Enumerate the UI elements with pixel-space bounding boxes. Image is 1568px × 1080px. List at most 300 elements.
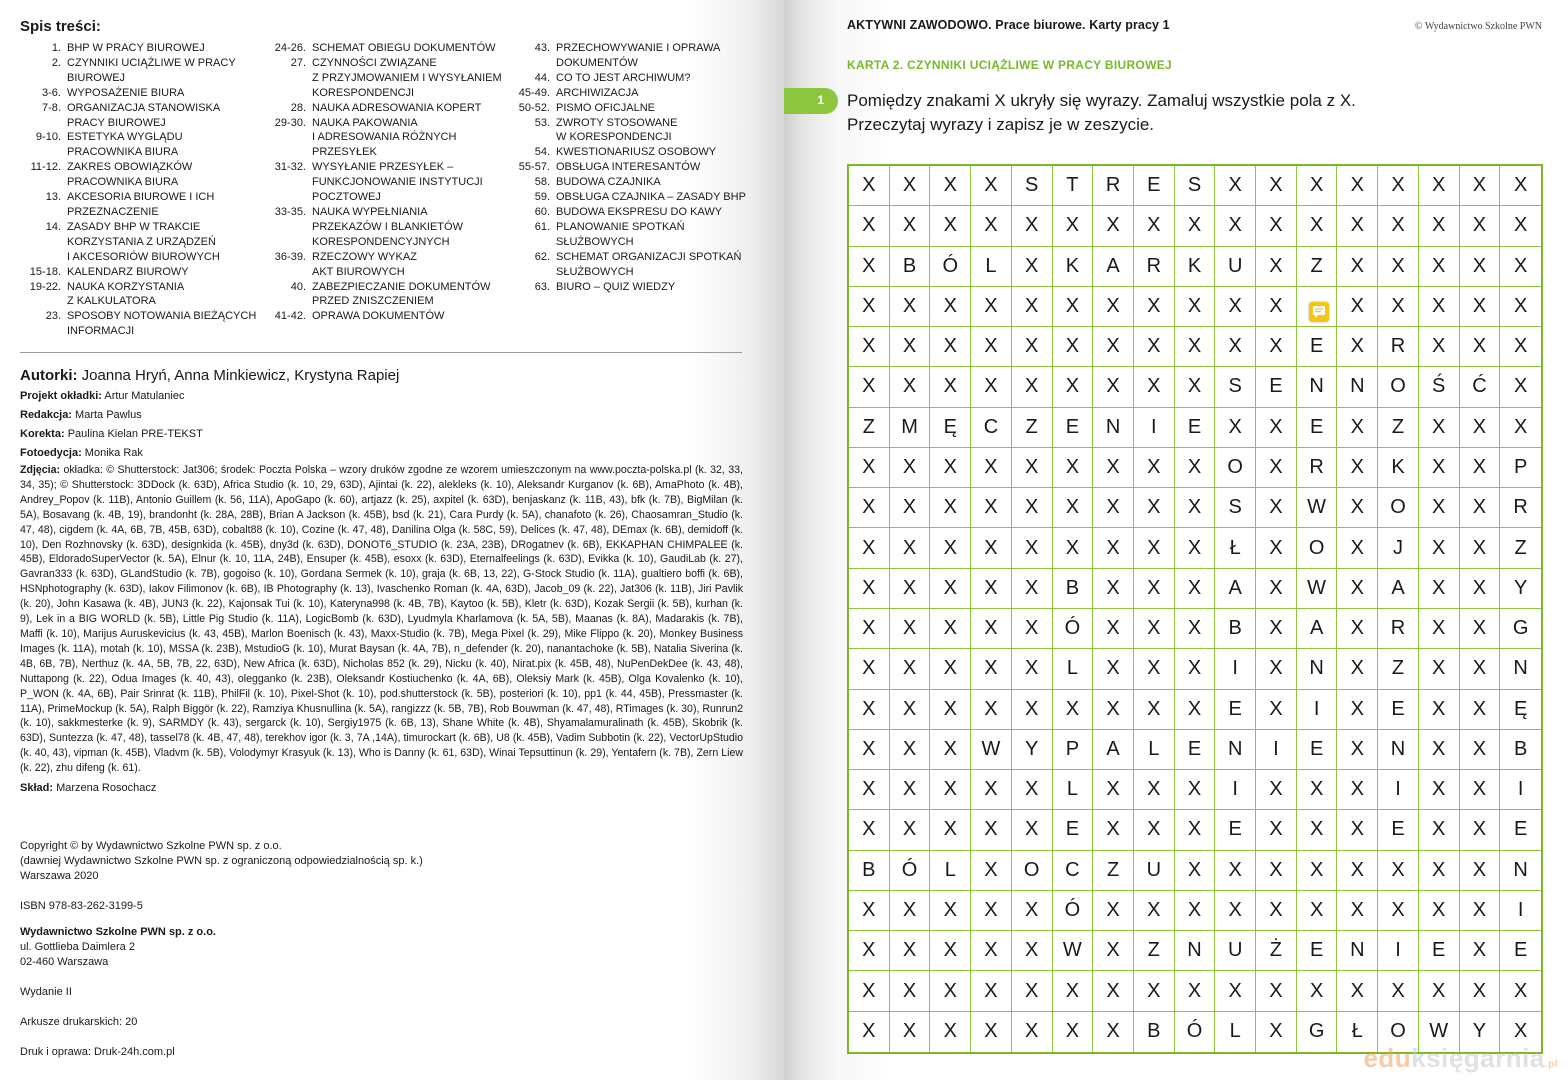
grid-cell[interactable]: X bbox=[1378, 166, 1419, 206]
grid-cell[interactable]: X bbox=[890, 287, 931, 327]
grid-cell[interactable]: X bbox=[849, 971, 890, 1011]
grid-cell[interactable]: X bbox=[930, 1012, 971, 1052]
grid-cell[interactable]: X bbox=[1175, 569, 1216, 609]
grid-cell[interactable]: X bbox=[1419, 448, 1460, 488]
grid-cell[interactable]: I bbox=[1256, 730, 1297, 770]
grid-cell[interactable]: X bbox=[1012, 770, 1053, 810]
grid-cell[interactable]: U bbox=[1134, 851, 1175, 891]
grid-cell[interactable]: X bbox=[1460, 327, 1501, 367]
grid-cell[interactable]: X bbox=[1337, 247, 1378, 287]
grid-cell[interactable]: X bbox=[1297, 810, 1338, 850]
grid-cell[interactable]: X bbox=[1419, 609, 1460, 649]
grid-cell[interactable]: X bbox=[1460, 206, 1501, 246]
grid-cell[interactable]: X bbox=[1419, 851, 1460, 891]
grid-cell[interactable]: X bbox=[930, 206, 971, 246]
grid-cell[interactable]: X bbox=[890, 1012, 931, 1052]
grid-cell[interactable]: Ę bbox=[1500, 690, 1541, 730]
grid-cell[interactable]: X bbox=[890, 690, 931, 730]
grid-cell[interactable]: X bbox=[849, 1012, 890, 1052]
grid-cell[interactable]: X bbox=[971, 287, 1012, 327]
grid-cell[interactable]: X bbox=[1093, 287, 1134, 327]
grid-cell[interactable]: X bbox=[971, 931, 1012, 971]
grid-cell[interactable]: E bbox=[1053, 810, 1094, 850]
grid-cell[interactable]: X bbox=[1256, 408, 1297, 448]
grid-cell[interactable]: E bbox=[1175, 408, 1216, 448]
grid-cell[interactable]: X bbox=[930, 327, 971, 367]
grid-cell[interactable]: X bbox=[1500, 327, 1541, 367]
grid-cell[interactable]: X bbox=[930, 569, 971, 609]
grid-cell[interactable]: X bbox=[971, 448, 1012, 488]
grid-cell[interactable]: X bbox=[1134, 649, 1175, 689]
grid-cell[interactable]: X bbox=[1460, 408, 1501, 448]
grid-cell[interactable]: X bbox=[1460, 287, 1501, 327]
grid-cell[interactable]: X bbox=[849, 327, 890, 367]
grid-cell[interactable]: Ó bbox=[1175, 1012, 1216, 1052]
grid-cell[interactable]: X bbox=[890, 810, 931, 850]
grid-cell[interactable]: X bbox=[1215, 166, 1256, 206]
grid-cell[interactable]: X bbox=[1419, 810, 1460, 850]
grid-cell[interactable]: E bbox=[1256, 367, 1297, 407]
grid-cell[interactable]: X bbox=[1053, 1012, 1094, 1052]
grid-cell[interactable]: X bbox=[1256, 528, 1297, 568]
grid-cell[interactable]: X bbox=[1378, 891, 1419, 931]
grid-cell[interactable]: X bbox=[1337, 770, 1378, 810]
grid-cell[interactable]: S bbox=[1215, 488, 1256, 528]
grid-cell[interactable]: X bbox=[849, 569, 890, 609]
grid-cell[interactable]: X bbox=[930, 367, 971, 407]
grid-cell[interactable]: O bbox=[1378, 488, 1419, 528]
grid-cell[interactable]: U bbox=[1215, 247, 1256, 287]
grid-cell[interactable]: X bbox=[1337, 730, 1378, 770]
grid-cell[interactable]: X bbox=[1175, 690, 1216, 730]
grid-cell[interactable]: G bbox=[1297, 1012, 1338, 1052]
grid-cell[interactable]: X bbox=[1256, 1012, 1297, 1052]
grid-cell[interactable]: X bbox=[1337, 327, 1378, 367]
grid-cell[interactable]: X bbox=[1419, 166, 1460, 206]
grid-cell[interactable]: N bbox=[1297, 367, 1338, 407]
grid-cell[interactable]: Ż bbox=[1256, 931, 1297, 971]
grid-cell[interactable]: X bbox=[890, 971, 931, 1011]
grid-cell[interactable]: X bbox=[1297, 166, 1338, 206]
grid-cell[interactable]: A bbox=[1378, 569, 1419, 609]
grid-cell[interactable]: X bbox=[971, 609, 1012, 649]
grid-cell[interactable]: X bbox=[890, 327, 931, 367]
grid-cell[interactable]: Z bbox=[1297, 247, 1338, 287]
grid-cell[interactable]: X bbox=[1337, 206, 1378, 246]
grid-cell[interactable]: X bbox=[930, 287, 971, 327]
grid-cell[interactable]: X bbox=[1337, 851, 1378, 891]
grid-cell[interactable]: X bbox=[1093, 649, 1134, 689]
grid-cell[interactable]: X bbox=[1012, 649, 1053, 689]
grid-cell[interactable]: X bbox=[849, 488, 890, 528]
grid-cell[interactable]: X bbox=[1012, 690, 1053, 730]
grid-cell[interactable]: X bbox=[849, 770, 890, 810]
grid-cell[interactable]: I bbox=[1134, 408, 1175, 448]
grid-cell[interactable]: X bbox=[1134, 287, 1175, 327]
grid-cell[interactable]: X bbox=[849, 247, 890, 287]
grid-cell[interactable]: T bbox=[1053, 166, 1094, 206]
grid-cell[interactable]: X bbox=[1256, 166, 1297, 206]
grid-cell[interactable]: X bbox=[1297, 206, 1338, 246]
grid-cell[interactable]: X bbox=[890, 931, 931, 971]
grid-cell[interactable]: A bbox=[1215, 569, 1256, 609]
grid-cell[interactable]: X bbox=[1419, 770, 1460, 810]
grid-cell[interactable]: X bbox=[1175, 367, 1216, 407]
grid-cell[interactable]: J bbox=[1378, 528, 1419, 568]
grid-cell[interactable]: K bbox=[1175, 247, 1216, 287]
grid-cell[interactable]: X bbox=[1256, 770, 1297, 810]
grid-cell[interactable]: N bbox=[1093, 408, 1134, 448]
grid-cell[interactable]: X bbox=[1012, 367, 1053, 407]
grid-cell[interactable]: X bbox=[930, 891, 971, 931]
grid-cell[interactable]: X bbox=[1175, 528, 1216, 568]
grid-cell[interactable]: A bbox=[1297, 609, 1338, 649]
grid-cell[interactable]: X bbox=[1134, 327, 1175, 367]
grid-cell[interactable]: X bbox=[849, 891, 890, 931]
grid-cell[interactable]: X bbox=[1419, 528, 1460, 568]
grid-cell[interactable]: X bbox=[1460, 891, 1501, 931]
grid-cell[interactable]: X bbox=[1012, 206, 1053, 246]
grid-cell[interactable]: E bbox=[1378, 810, 1419, 850]
grid-cell[interactable]: X bbox=[1134, 971, 1175, 1011]
grid-cell[interactable]: E bbox=[1053, 408, 1094, 448]
grid-cell[interactable]: X bbox=[1175, 851, 1216, 891]
grid-cell[interactable]: N bbox=[1378, 730, 1419, 770]
grid-cell[interactable]: X bbox=[1134, 770, 1175, 810]
grid-cell[interactable]: X bbox=[1337, 971, 1378, 1011]
grid-cell[interactable]: X bbox=[1337, 488, 1378, 528]
grid-cell[interactable]: R bbox=[1297, 448, 1338, 488]
grid-cell[interactable]: X bbox=[1337, 690, 1378, 730]
grid-cell[interactable]: X bbox=[1337, 649, 1378, 689]
grid-cell[interactable]: R bbox=[1093, 166, 1134, 206]
grid-cell[interactable]: X bbox=[1378, 287, 1419, 327]
grid-cell[interactable]: X bbox=[1012, 327, 1053, 367]
grid-cell[interactable]: X bbox=[1500, 247, 1541, 287]
grid-cell[interactable]: X bbox=[1134, 448, 1175, 488]
grid-cell[interactable]: X bbox=[1419, 569, 1460, 609]
grid-cell[interactable]: A bbox=[1093, 730, 1134, 770]
grid-cell[interactable]: L bbox=[1134, 730, 1175, 770]
grid-cell[interactable]: S bbox=[1175, 166, 1216, 206]
grid-cell[interactable]: X bbox=[1419, 891, 1460, 931]
grid-cell[interactable]: X bbox=[1337, 528, 1378, 568]
grid-cell[interactable]: X bbox=[1460, 448, 1501, 488]
grid-cell[interactable]: X bbox=[1378, 206, 1419, 246]
grid-cell[interactable]: X bbox=[1053, 488, 1094, 528]
grid-cell[interactable]: X bbox=[1175, 609, 1216, 649]
grid-cell[interactable]: X bbox=[1093, 367, 1134, 407]
grid-cell[interactable]: Ó bbox=[1053, 891, 1094, 931]
grid-cell[interactable]: X bbox=[849, 287, 890, 327]
grid-cell[interactable]: X bbox=[1215, 206, 1256, 246]
grid-cell[interactable]: Y bbox=[1460, 1012, 1501, 1052]
grid-cell[interactable]: N bbox=[1500, 649, 1541, 689]
grid-cell[interactable]: N bbox=[1215, 730, 1256, 770]
grid-cell[interactable]: X bbox=[1378, 247, 1419, 287]
grid-cell[interactable]: X bbox=[849, 528, 890, 568]
grid-cell[interactable]: X bbox=[930, 730, 971, 770]
grid-cell[interactable]: X bbox=[1175, 770, 1216, 810]
grid-cell[interactable]: O bbox=[1012, 851, 1053, 891]
grid-cell[interactable]: Y bbox=[1500, 569, 1541, 609]
grid-cell[interactable]: X bbox=[849, 690, 890, 730]
grid-cell[interactable]: X bbox=[1460, 690, 1501, 730]
grid-cell[interactable]: X bbox=[1012, 931, 1053, 971]
grid-cell[interactable]: X bbox=[1134, 367, 1175, 407]
grid-cell[interactable]: R bbox=[1378, 609, 1419, 649]
grid-cell[interactable]: Ó bbox=[1053, 609, 1094, 649]
grid-cell[interactable]: X bbox=[1378, 851, 1419, 891]
grid-cell[interactable]: X bbox=[1460, 649, 1501, 689]
grid-cell[interactable]: X bbox=[1419, 247, 1460, 287]
grid-cell[interactable]: W bbox=[1297, 488, 1338, 528]
grid-cell[interactable]: X bbox=[1093, 609, 1134, 649]
grid-cell[interactable]: X bbox=[1256, 690, 1297, 730]
grid-cell[interactable]: X bbox=[1419, 649, 1460, 689]
grid-cell[interactable]: X bbox=[890, 770, 931, 810]
grid-cell[interactable]: X bbox=[1175, 448, 1216, 488]
grid-cell[interactable]: X bbox=[930, 609, 971, 649]
grid-cell[interactable]: X bbox=[971, 851, 1012, 891]
grid-cell[interactable]: Z bbox=[849, 408, 890, 448]
grid-cell[interactable]: X bbox=[1012, 609, 1053, 649]
grid-cell[interactable]: E bbox=[1297, 327, 1338, 367]
grid-cell[interactable]: E bbox=[1500, 810, 1541, 850]
grid-cell[interactable]: X bbox=[1134, 528, 1175, 568]
grid-cell[interactable]: B bbox=[890, 247, 931, 287]
grid-cell[interactable]: X bbox=[1053, 327, 1094, 367]
grid-cell[interactable]: X bbox=[1419, 971, 1460, 1011]
grid-cell[interactable]: X bbox=[1093, 569, 1134, 609]
grid-cell[interactable]: X bbox=[1175, 810, 1216, 850]
grid-cell[interactable]: X bbox=[1256, 569, 1297, 609]
grid-cell[interactable]: X bbox=[890, 166, 931, 206]
grid-cell[interactable]: X bbox=[849, 367, 890, 407]
grid-cell[interactable]: X bbox=[930, 770, 971, 810]
grid-cell[interactable]: X bbox=[1134, 609, 1175, 649]
grid-cell[interactable]: X bbox=[930, 649, 971, 689]
grid-cell[interactable]: Ó bbox=[890, 851, 931, 891]
grid-cell[interactable]: X bbox=[1256, 609, 1297, 649]
grid-cell[interactable]: X bbox=[1012, 488, 1053, 528]
grid-cell[interactable]: X bbox=[971, 206, 1012, 246]
grid-cell[interactable]: C bbox=[1053, 851, 1094, 891]
grid-cell[interactable]: L bbox=[1215, 1012, 1256, 1052]
grid-cell[interactable]: X bbox=[1215, 287, 1256, 327]
grid-cell[interactable]: X bbox=[1215, 971, 1256, 1011]
grid-cell[interactable]: X bbox=[1500, 408, 1541, 448]
grid-cell[interactable]: X bbox=[1256, 851, 1297, 891]
grid-cell[interactable]: X bbox=[930, 448, 971, 488]
grid-cell[interactable]: X bbox=[1460, 166, 1501, 206]
grid-cell[interactable]: X bbox=[890, 649, 931, 689]
grid-cell[interactable]: X bbox=[1093, 1012, 1134, 1052]
grid-cell[interactable]: Ł bbox=[1337, 1012, 1378, 1052]
grid-cell[interactable]: X bbox=[1256, 327, 1297, 367]
grid-cell[interactable]: X bbox=[1500, 971, 1541, 1011]
grid-cell[interactable]: X bbox=[1337, 166, 1378, 206]
grid-cell[interactable]: X bbox=[1093, 488, 1134, 528]
grid-cell[interactable]: X bbox=[890, 448, 931, 488]
grid-cell[interactable]: X bbox=[971, 528, 1012, 568]
grid-cell[interactable]: L bbox=[1053, 649, 1094, 689]
grid-cell[interactable]: X bbox=[849, 206, 890, 246]
grid-cell[interactable]: X bbox=[930, 166, 971, 206]
grid-cell[interactable]: X bbox=[1012, 448, 1053, 488]
grid-cell[interactable]: X bbox=[1460, 528, 1501, 568]
grid-cell[interactable]: W bbox=[1297, 569, 1338, 609]
grid-cell[interactable]: M bbox=[890, 408, 931, 448]
grid-cell[interactable]: N bbox=[1175, 931, 1216, 971]
grid-cell[interactable]: X bbox=[1337, 810, 1378, 850]
grid-cell[interactable]: B bbox=[1500, 730, 1541, 770]
grid-cell[interactable]: X bbox=[1175, 206, 1216, 246]
grid-cell[interactable]: X bbox=[890, 488, 931, 528]
grid-cell[interactable]: X bbox=[971, 971, 1012, 1011]
grid-cell[interactable]: W bbox=[1419, 1012, 1460, 1052]
grid-cell[interactable]: S bbox=[1215, 367, 1256, 407]
grid-cell[interactable]: O bbox=[1378, 1012, 1419, 1052]
grid-cell[interactable]: Z bbox=[1012, 408, 1053, 448]
grid-cell[interactable]: X bbox=[890, 569, 931, 609]
grid-cell[interactable]: R bbox=[1378, 327, 1419, 367]
grid-cell[interactable]: X bbox=[1297, 971, 1338, 1011]
grid-cell[interactable]: B bbox=[1053, 569, 1094, 609]
grid-cell[interactable]: E bbox=[1134, 166, 1175, 206]
grid-cell[interactable]: X bbox=[930, 690, 971, 730]
grid-cell[interactable]: X bbox=[1134, 206, 1175, 246]
grid-cell[interactable]: X bbox=[1093, 206, 1134, 246]
grid-cell[interactable]: X bbox=[849, 810, 890, 850]
grid-cell[interactable]: Ó bbox=[930, 247, 971, 287]
grid-cell[interactable]: X bbox=[1419, 287, 1460, 327]
grid-cell[interactable]: E bbox=[1378, 690, 1419, 730]
grid-cell[interactable]: E bbox=[1297, 408, 1338, 448]
grid-cell[interactable]: X bbox=[1012, 810, 1053, 850]
grid-cell[interactable]: L bbox=[930, 851, 971, 891]
grid-cell[interactable]: I bbox=[1378, 770, 1419, 810]
grid-cell[interactable]: X bbox=[1175, 971, 1216, 1011]
grid-cell[interactable]: X bbox=[1500, 206, 1541, 246]
grid-cell[interactable]: Z bbox=[1378, 649, 1419, 689]
grid-cell[interactable]: U bbox=[1215, 931, 1256, 971]
grid-cell[interactable]: X bbox=[1012, 971, 1053, 1011]
grid-cell[interactable]: X bbox=[1053, 448, 1094, 488]
grid-cell[interactable]: N bbox=[1337, 931, 1378, 971]
grid-cell[interactable]: S bbox=[1012, 166, 1053, 206]
grid-cell[interactable]: X bbox=[1419, 408, 1460, 448]
grid-cell[interactable]: Z bbox=[1134, 931, 1175, 971]
grid-cell[interactable]: X bbox=[1175, 488, 1216, 528]
grid-cell[interactable]: X bbox=[1134, 810, 1175, 850]
grid-cell[interactable]: G bbox=[1500, 609, 1541, 649]
grid-cell[interactable]: X bbox=[890, 730, 931, 770]
grid-cell[interactable]: X bbox=[1460, 730, 1501, 770]
grid-cell[interactable]: X bbox=[1053, 206, 1094, 246]
grid-cell[interactable]: K bbox=[1053, 247, 1094, 287]
grid-cell[interactable]: I bbox=[1297, 690, 1338, 730]
grid-cell[interactable]: X bbox=[890, 891, 931, 931]
grid-cell[interactable]: X bbox=[1419, 327, 1460, 367]
grid-cell[interactable]: X bbox=[1256, 891, 1297, 931]
grid-cell[interactable]: X bbox=[971, 166, 1012, 206]
grid-cell[interactable]: X bbox=[1256, 206, 1297, 246]
grid-cell[interactable]: X bbox=[1297, 851, 1338, 891]
grid-cell[interactable]: X bbox=[890, 367, 931, 407]
grid-cell[interactable]: X bbox=[1460, 247, 1501, 287]
grid-cell[interactable]: E bbox=[1419, 931, 1460, 971]
grid-cell[interactable]: X bbox=[1175, 649, 1216, 689]
grid-cell[interactable]: B bbox=[1134, 1012, 1175, 1052]
grid-cell[interactable]: X bbox=[971, 327, 1012, 367]
grid-cell[interactable]: X bbox=[1419, 730, 1460, 770]
grid-cell[interactable]: I bbox=[1500, 891, 1541, 931]
grid-cell[interactable]: X bbox=[1460, 770, 1501, 810]
grid-cell[interactable]: X bbox=[849, 166, 890, 206]
grid-cell[interactable]: E bbox=[1215, 810, 1256, 850]
grid-cell[interactable]: X bbox=[849, 649, 890, 689]
grid-cell[interactable]: X bbox=[1256, 247, 1297, 287]
grid-cell[interactable]: X bbox=[1460, 931, 1501, 971]
grid-cell[interactable]: O bbox=[1297, 528, 1338, 568]
grid-cell[interactable]: X bbox=[1134, 569, 1175, 609]
grid-cell[interactable]: R bbox=[1500, 488, 1541, 528]
comment-icon[interactable] bbox=[1309, 302, 1329, 322]
grid-cell[interactable]: X bbox=[1053, 528, 1094, 568]
grid-cell[interactable]: X bbox=[1337, 287, 1378, 327]
grid-cell[interactable]: X bbox=[971, 810, 1012, 850]
grid-cell[interactable]: X bbox=[1297, 770, 1338, 810]
grid-cell[interactable]: Ę bbox=[930, 408, 971, 448]
grid-cell[interactable]: X bbox=[1256, 971, 1297, 1011]
grid-cell[interactable]: X bbox=[1134, 891, 1175, 931]
grid-cell[interactable]: X bbox=[1012, 528, 1053, 568]
grid-cell[interactable]: X bbox=[1175, 327, 1216, 367]
grid-cell[interactable]: X bbox=[849, 448, 890, 488]
grid-cell[interactable]: X bbox=[1337, 408, 1378, 448]
grid-cell[interactable]: X bbox=[971, 488, 1012, 528]
grid-cell[interactable]: X bbox=[971, 770, 1012, 810]
grid-cell[interactable]: X bbox=[1012, 247, 1053, 287]
grid-cell[interactable]: X bbox=[1460, 810, 1501, 850]
grid-cell[interactable]: X bbox=[1419, 206, 1460, 246]
grid-cell[interactable]: Ł bbox=[1215, 528, 1256, 568]
grid-cell[interactable]: X bbox=[1093, 528, 1134, 568]
grid-cell[interactable]: X bbox=[1500, 166, 1541, 206]
grid-cell[interactable]: E bbox=[1175, 730, 1216, 770]
grid-cell[interactable]: X bbox=[1419, 488, 1460, 528]
grid-cell[interactable]: E bbox=[1297, 730, 1338, 770]
grid-cell[interactable]: X bbox=[930, 810, 971, 850]
grid-cell[interactable]: X bbox=[1012, 1012, 1053, 1052]
grid-cell[interactable]: X bbox=[1053, 690, 1094, 730]
grid-cell[interactable]: X bbox=[1134, 690, 1175, 730]
grid-cell[interactable]: X bbox=[1337, 569, 1378, 609]
grid-cell[interactable]: X bbox=[1337, 448, 1378, 488]
grid-cell[interactable]: X bbox=[1256, 810, 1297, 850]
grid-cell[interactable]: X bbox=[890, 609, 931, 649]
grid-cell[interactable]: X bbox=[849, 730, 890, 770]
grid-cell[interactable]: X bbox=[971, 1012, 1012, 1052]
grid-cell[interactable]: X bbox=[1460, 488, 1501, 528]
grid-cell[interactable]: X bbox=[971, 649, 1012, 689]
grid-cell[interactable]: C bbox=[971, 408, 1012, 448]
grid-cell[interactable]: I bbox=[1215, 770, 1256, 810]
grid-cell[interactable]: E bbox=[1297, 931, 1338, 971]
grid-cell[interactable]: X bbox=[1134, 488, 1175, 528]
grid-cell[interactable]: P bbox=[1500, 448, 1541, 488]
